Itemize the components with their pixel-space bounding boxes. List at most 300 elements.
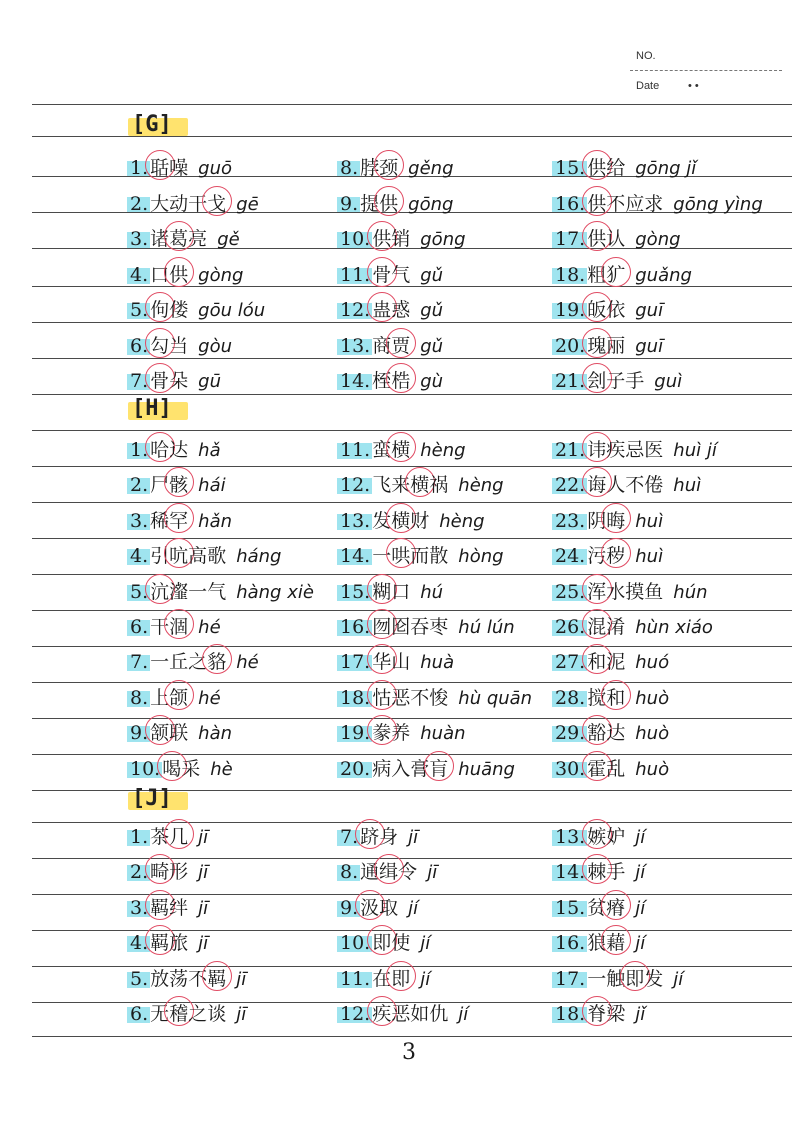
entry-number-text: 14.: [340, 545, 371, 568]
circled-character: 脊: [587, 999, 606, 1026]
character: 不: [188, 967, 208, 990]
character: 养: [391, 722, 411, 745]
character: 恶: [391, 1003, 411, 1025]
entry-pinyin: hàng xiè: [236, 581, 314, 603]
entry-word-visual: [372, 228, 410, 250]
entry-pinyin: hú lún: [458, 617, 515, 638]
entry-word-visual: [372, 439, 410, 461]
entry-number: [340, 157, 360, 179]
entry-number-text: 6.: [130, 1003, 149, 1025]
entry-number: [130, 228, 150, 250]
section-title: [132, 396, 172, 421]
entry-number: [340, 968, 372, 990]
vocab-entry: [555, 857, 645, 884]
vocab-entry: [340, 964, 430, 991]
circled-character: 颌: [169, 683, 188, 710]
entry-pinyin: gōng jǐ: [635, 158, 697, 179]
circled-character: 肓: [429, 754, 448, 781]
character: 摸: [625, 580, 645, 603]
circled-character: 诲: [587, 470, 606, 497]
entry-word-visual: [150, 510, 188, 532]
circled-character: 羁: [207, 964, 226, 991]
entry-word-visual: [150, 616, 188, 638]
character: 梁: [606, 1003, 626, 1025]
character: 一: [587, 967, 607, 990]
entry-number-text: 10.: [130, 757, 161, 780]
rule-line: [32, 574, 792, 575]
character: 朵: [169, 370, 189, 392]
vocab-entry: [340, 260, 443, 287]
vocab-entry: [555, 964, 683, 991]
entry-number-text: 17.: [555, 228, 586, 250]
entry-number-text: 20.: [555, 334, 586, 357]
entry-word-visual: [372, 474, 448, 496]
entry-word-visual: [150, 193, 226, 215]
entry-pinyin: hé: [198, 687, 221, 709]
character: 高: [188, 545, 208, 568]
character: 来: [391, 474, 411, 497]
entry-pinyin: hàn: [198, 723, 233, 745]
entry-word-visual: [150, 687, 188, 709]
entry-number-text: 2.: [130, 474, 149, 497]
entry-number: [340, 193, 360, 215]
character: 干: [150, 616, 170, 638]
entry-number-text: 15.: [340, 580, 371, 603]
entry-number: [340, 439, 372, 461]
circled-character: 供: [587, 153, 606, 180]
character: 茶: [150, 826, 170, 848]
circled-character: 羁: [150, 893, 169, 920]
character: 一: [372, 545, 392, 568]
entry-pinyin: hèng: [458, 475, 504, 497]
entry-number-text: 29.: [555, 722, 586, 745]
entry-pinyin: hèng: [420, 440, 466, 461]
circled-character: 贾: [391, 331, 410, 358]
entry-word-visual: [372, 370, 410, 392]
entry-pinyin: gòu: [198, 335, 233, 357]
entry-word-visual: [587, 474, 663, 496]
entry-pinyin: huò: [635, 687, 670, 709]
entry-word-visual: [372, 264, 410, 286]
vocab-entry: [555, 577, 708, 604]
entry-number: [555, 968, 587, 990]
entry-number-text: 15.: [555, 157, 586, 179]
circled-character: 刽: [587, 366, 606, 393]
entry-number-text: 30.: [555, 757, 586, 780]
vocab-entry: [555, 647, 669, 674]
entry-number-text: 17.: [340, 651, 371, 674]
entry-pinyin: hé: [198, 617, 221, 638]
circled-character: 畸: [150, 857, 169, 884]
entry-number-text: 26.: [555, 616, 586, 638]
circled-character: 梏: [391, 366, 410, 393]
circled-character: 佝: [150, 295, 169, 322]
entry-word-visual: [372, 510, 429, 532]
entry-word-visual: [587, 687, 625, 709]
entry-pinyin: jí: [635, 827, 646, 848]
character: 人: [606, 474, 626, 497]
entry-number-text: 12.: [340, 1003, 371, 1025]
entry-word-visual: [150, 370, 188, 392]
entry-pinyin: gǔ: [420, 335, 444, 357]
vocab-entry: [130, 893, 208, 920]
entry-number: [130, 264, 150, 286]
entry-word-visual: [372, 335, 410, 357]
section-title-text: [J]: [132, 786, 172, 811]
entry-word-visual: [372, 651, 410, 673]
character: 瀣: [169, 580, 189, 603]
vocab-entry: [340, 999, 468, 1026]
entry-number-text: 1.: [130, 157, 149, 179]
entry-pinyin: hé: [236, 652, 259, 674]
entry-word-visual: [587, 826, 625, 848]
character: 求: [644, 192, 664, 215]
entry-pinyin: guō: [198, 158, 233, 179]
character: 不: [606, 192, 626, 215]
character: 发: [372, 509, 392, 532]
circled-character: 供: [169, 260, 188, 287]
entry-number-text: 9.: [340, 192, 359, 215]
circled-character: 葛: [169, 224, 188, 251]
vocab-entry: [555, 366, 682, 393]
entry-word-visual: [360, 157, 398, 179]
entry-word-visual: [150, 651, 226, 673]
character: 绊: [169, 896, 189, 919]
entry-number-text: 28.: [555, 686, 586, 709]
vocab-entry: [340, 189, 453, 216]
entry-number-text: 12.: [340, 474, 371, 497]
character: 枣: [429, 616, 449, 638]
rule-line: [32, 104, 792, 105]
date-dots: • •: [688, 80, 699, 92]
character: 恶: [391, 686, 411, 709]
entry-word-visual: [372, 299, 410, 321]
entry-number-text: 23.: [555, 509, 586, 532]
entry-pinyin: jī: [427, 862, 438, 884]
character: 提: [360, 192, 380, 215]
character: 一: [188, 580, 208, 603]
character: 当: [169, 334, 189, 357]
entry-number-text: 4.: [130, 263, 149, 286]
vocab-entry: [555, 928, 645, 955]
vocab-entry: [340, 541, 504, 568]
section-title-text: [G]: [132, 112, 172, 137]
entry-number: [130, 968, 150, 990]
vocab-entry: [555, 260, 692, 287]
circled-character: 豁: [587, 718, 606, 745]
character: 妒: [606, 826, 626, 848]
entry-number: [130, 651, 150, 673]
character: 噪: [169, 157, 189, 179]
entry-number-text: 1.: [130, 439, 149, 461]
vocab-entry: [555, 331, 663, 358]
entry-word-visual: [150, 299, 188, 321]
entry-number-text: 8.: [130, 686, 149, 709]
entry-pinyin: guǎng: [635, 264, 692, 286]
rule-line: [32, 322, 792, 323]
entry-word-visual: [587, 1003, 625, 1025]
entry-word-visual: [162, 758, 200, 780]
character: 不: [410, 686, 430, 709]
entry-pinyin: guī: [635, 300, 664, 321]
character: 散: [429, 545, 449, 568]
vocab-entry: [340, 822, 418, 849]
circled-character: 供: [372, 224, 391, 251]
entry-pinyin: jǐ: [635, 1004, 646, 1025]
entry-number-text: 3.: [130, 509, 149, 532]
entry-word-visual: [372, 1003, 448, 1025]
entry-word-visual: [587, 510, 625, 532]
vocab-entry: [555, 683, 669, 710]
entry-number-text: 10.: [340, 932, 371, 955]
vocab-entry: [555, 153, 696, 180]
entry-pinyin: gōu lóu: [198, 300, 266, 321]
vocab-entry: [340, 331, 443, 358]
vocab-entry: [340, 612, 515, 639]
character: 手: [625, 370, 645, 392]
character: 无: [150, 1003, 170, 1025]
entry-pinyin: hún: [673, 581, 708, 603]
character: 手: [606, 861, 626, 884]
character: 依: [606, 299, 626, 321]
entry-number-text: 13.: [340, 509, 371, 532]
entry-number-text: 7.: [340, 826, 359, 848]
entry-word-visual: [587, 581, 663, 603]
entry-number-text: 1.: [130, 826, 149, 848]
vocab-entry: [555, 295, 663, 322]
entry-word-visual: [360, 897, 398, 919]
entry-word-visual: [150, 228, 207, 250]
circled-character: 讳: [587, 435, 606, 462]
entry-word-visual: [587, 545, 625, 567]
entry-pinyin: gù: [420, 371, 444, 392]
entry-pinyin: huì: [635, 510, 664, 532]
entry-word-visual: [150, 722, 188, 744]
entry-pinyin: gū: [198, 371, 222, 392]
entry-word-visual: [587, 370, 644, 392]
entry-pinyin: huì: [673, 475, 702, 497]
entry-number-text: 3.: [130, 228, 149, 250]
entry-pinyin: hái: [198, 475, 226, 497]
entry-word-visual: [150, 1003, 226, 1025]
entry-number-text: 2.: [130, 861, 149, 884]
vocab-entry: [130, 189, 259, 216]
vocab-entry: [130, 331, 232, 358]
circled-character: 骨: [372, 260, 391, 287]
entry-word-visual: [587, 722, 625, 744]
entry-number-text: 18.: [555, 263, 586, 286]
character: 脖: [360, 157, 380, 179]
character: 狼: [587, 932, 607, 955]
character: 认: [606, 228, 626, 250]
circled-character: 即: [625, 964, 644, 991]
character: 之: [188, 651, 208, 674]
character: 囵: [391, 616, 411, 638]
entry-pinyin: gē: [236, 193, 259, 215]
circled-character: 吭: [169, 541, 188, 568]
character: 丘: [169, 651, 189, 674]
vocab-entry: [340, 577, 443, 604]
entry-pinyin: jí: [408, 897, 419, 919]
entry-number-text: 5.: [130, 580, 149, 603]
vocab-entry: [555, 718, 669, 745]
entry-word-visual: [372, 932, 410, 954]
entry-number-text: 27.: [555, 651, 586, 674]
character: 达: [169, 439, 189, 461]
vocab-entry: [130, 964, 246, 991]
entry-pinyin: hù quān: [458, 687, 533, 709]
entry-number-text: 16.: [555, 192, 586, 215]
character: 丽: [606, 334, 626, 357]
vocab-entry: [130, 470, 226, 497]
character: 干: [188, 192, 208, 215]
character: 桎: [372, 370, 392, 392]
entry-number-text: 7.: [130, 370, 149, 392]
entry-number-text: 13.: [340, 334, 371, 357]
circled-character: 哈: [150, 435, 169, 462]
vocab-entry: [340, 435, 466, 462]
circled-character: 罕: [169, 506, 188, 533]
character: 而: [410, 545, 430, 568]
circled-character: 华: [372, 647, 391, 674]
entry-number-text: 8.: [340, 861, 359, 884]
vocab-entry: [555, 224, 681, 251]
character: 偻: [169, 299, 189, 321]
vocab-entry: [130, 999, 246, 1026]
character: 病: [372, 757, 392, 780]
no-line: [630, 70, 782, 71]
vocab-entry: [130, 224, 240, 251]
entry-number: [130, 616, 150, 638]
entry-number: [130, 826, 150, 848]
vocab-entry: [340, 754, 515, 781]
character: 大: [150, 192, 170, 215]
section-title: [132, 112, 172, 137]
section-title-text: [H]: [132, 396, 172, 421]
vocab-entry: [130, 435, 221, 462]
entry-word-visual: [587, 616, 625, 638]
character: 如: [410, 1003, 430, 1025]
entry-number-text: 19.: [555, 299, 586, 321]
circled-character: 勾: [150, 331, 169, 358]
character: 稀: [150, 509, 170, 532]
entry-word-visual: [372, 968, 410, 990]
entry-number: [555, 545, 587, 567]
circled-character: 聒: [150, 153, 169, 180]
entry-number-text: 14.: [340, 370, 371, 392]
entry-pinyin: huì: [635, 546, 664, 568]
entry-number-text: 9.: [130, 722, 149, 745]
entry-word-visual: [372, 581, 410, 603]
circled-character: 晦: [606, 506, 625, 533]
entry-number-text: 18.: [555, 1003, 586, 1025]
character: 谈: [207, 1003, 227, 1025]
entry-pinyin: huó: [635, 652, 670, 674]
vocab-entry: [340, 470, 504, 497]
circled-character: 横: [391, 506, 410, 533]
entry-number-text: 8.: [340, 157, 359, 179]
character: 商: [372, 334, 392, 357]
vocab-entry: [340, 366, 443, 393]
character: 医: [644, 439, 664, 461]
entry-pinyin: jí: [635, 862, 646, 884]
entry-word-visual: [587, 299, 625, 321]
entry-word-visual: [372, 687, 448, 709]
character: 给: [606, 157, 626, 179]
vocab-entry: [130, 718, 232, 745]
circled-character: 糊: [372, 577, 391, 604]
entry-number: [340, 370, 372, 392]
circled-character: 蛊: [372, 295, 391, 322]
character: 尸: [150, 474, 170, 497]
entry-word-visual: [360, 826, 398, 848]
entry-pinyin: hú: [420, 581, 444, 603]
entry-number-text: 21.: [555, 439, 586, 461]
character: 荡: [169, 967, 189, 990]
character: 仇: [429, 1003, 449, 1025]
character: 忌: [625, 439, 645, 461]
entry-number-text: 9.: [340, 896, 359, 919]
character: 采: [181, 757, 201, 780]
entry-number-text: 13.: [555, 826, 586, 848]
entry-word-visual: [360, 861, 417, 883]
character: 旅: [169, 932, 189, 955]
entry-number: [130, 545, 150, 567]
rule-line: [32, 1036, 792, 1037]
entry-number-text: 5.: [130, 967, 149, 990]
entry-pinyin: gěng: [408, 158, 454, 179]
character: 淆: [606, 616, 626, 638]
character: 惑: [391, 299, 411, 321]
character: 销: [391, 228, 411, 250]
character: 使: [391, 932, 411, 955]
circled-character: 横: [410, 470, 429, 497]
character: 鱼: [644, 580, 664, 603]
entry-pinyin: jí: [635, 897, 646, 919]
entry-word-visual: [150, 545, 226, 567]
circled-character: 棘: [587, 857, 606, 884]
entry-pinyin: hǎ: [198, 440, 221, 461]
entry-word-visual: [587, 193, 663, 215]
entry-pinyin: jí: [673, 968, 684, 990]
vocab-entry: [555, 435, 717, 462]
entry-pinyin: huò: [635, 758, 670, 780]
entry-word-visual: [587, 861, 625, 883]
character: 泥: [606, 651, 626, 674]
character: 发: [644, 967, 664, 990]
character: 形: [169, 861, 189, 884]
circled-character: 供: [379, 189, 398, 216]
vocab-entry: [340, 153, 454, 180]
vocab-entry: [340, 857, 437, 884]
character: 财: [410, 509, 430, 532]
entry-number-text: 25.: [555, 580, 586, 603]
section-title: [132, 786, 172, 811]
character: 气: [207, 580, 227, 603]
circled-character: 骸: [169, 470, 188, 497]
entry-number: [130, 1003, 150, 1025]
entry-number-text: 6.: [130, 334, 149, 357]
vocab-entry: [555, 999, 645, 1026]
character: 通: [360, 861, 380, 884]
circled-character: 皈: [587, 295, 606, 322]
rule-line: [32, 538, 792, 539]
circled-character: 瘠: [606, 893, 625, 920]
vocab-entry: [340, 506, 485, 533]
vocab-entry: [130, 260, 243, 287]
character: 动: [169, 192, 189, 215]
rule-line: [32, 502, 792, 503]
